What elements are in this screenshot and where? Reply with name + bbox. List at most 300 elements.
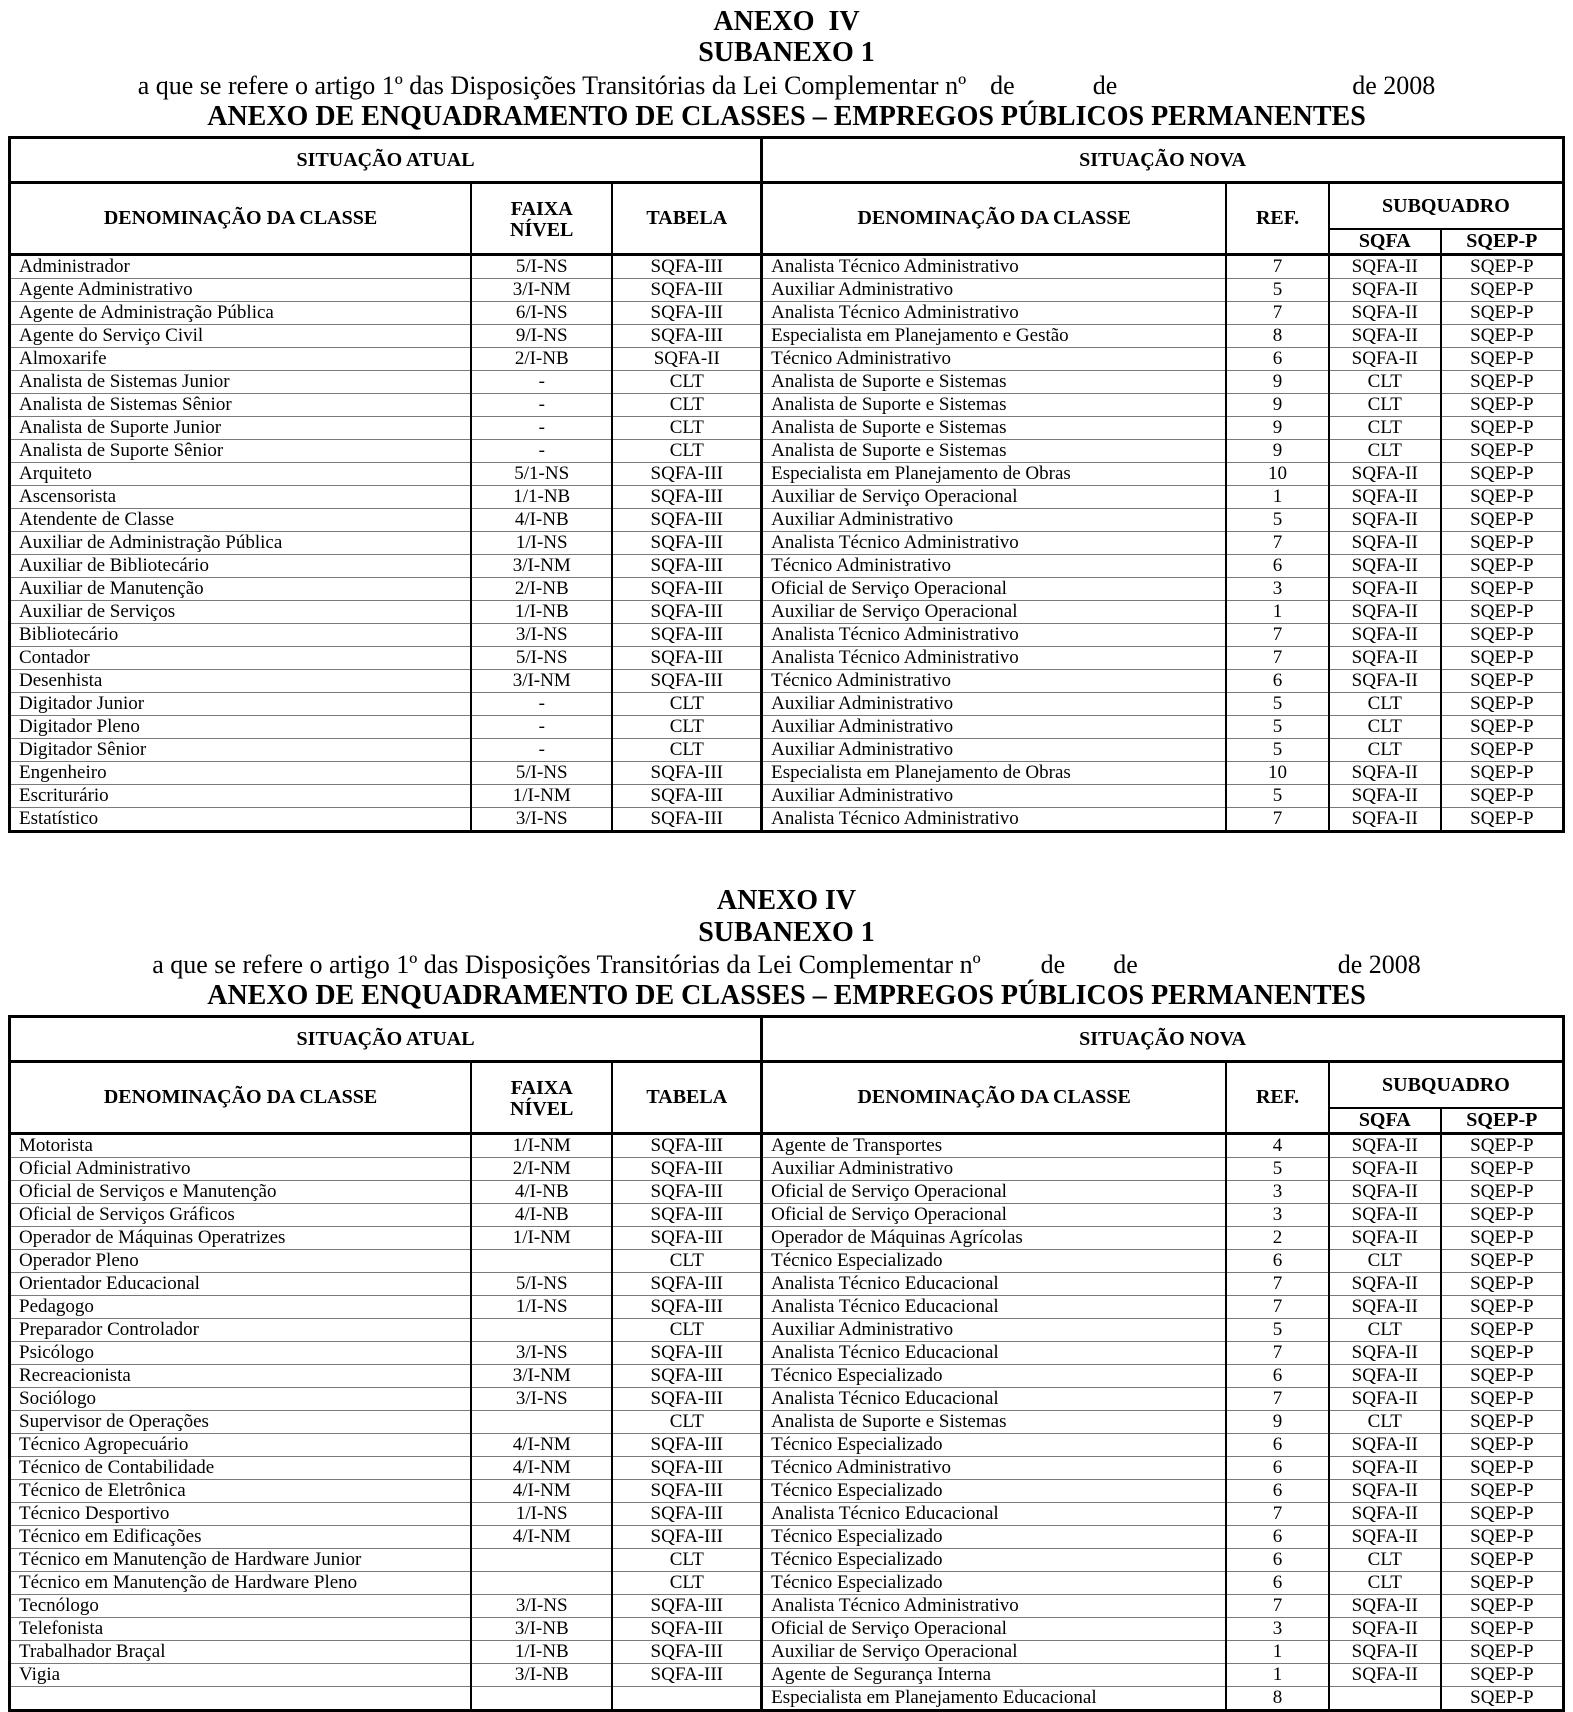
table-cell: Oficial de Serviço Operacional	[762, 1204, 1227, 1227]
table-cell: 5/I-NS	[471, 762, 612, 785]
table-cell	[471, 1572, 612, 1595]
table-cell: SQFA-II	[1329, 1641, 1441, 1664]
table-cell: SQFA-III	[612, 555, 761, 578]
table-cell: SQFA-III	[612, 1273, 761, 1296]
table-row	[10, 1204, 1564, 1227]
table-cell: Analista de Sistemas Sênior	[10, 394, 472, 417]
table-cell: SQFA-III	[612, 1158, 761, 1181]
table-cell: Analista Técnico Educacional	[762, 1342, 1227, 1365]
table-cell: Auxiliar Administrativo	[762, 509, 1227, 532]
table-cell: 1/I-NM	[471, 785, 612, 808]
table-cell: SQFA-II	[1329, 1480, 1441, 1503]
table-cell: 2/I-NB	[471, 348, 612, 371]
table-row	[10, 1480, 1564, 1503]
table-cell: 7	[1226, 1342, 1329, 1365]
table-cell	[612, 1687, 761, 1711]
table-cell: 1	[1226, 601, 1329, 624]
table-cell: SQFA-II	[1329, 647, 1441, 670]
anexo-title: ANEXO IV	[716, 885, 857, 917]
table-cell: CLT	[612, 1411, 761, 1434]
table-cell: SQFA-III	[612, 1296, 761, 1319]
table-row	[10, 1664, 1564, 1687]
table-cell: Vigia	[10, 1664, 472, 1687]
table-cell: 5	[1226, 1319, 1329, 1342]
table-cell: CLT	[612, 371, 761, 394]
table-cell: SQFA-II	[1329, 509, 1441, 532]
table-cell: CLT	[1329, 394, 1441, 417]
table-row	[10, 417, 1564, 440]
table-cell: Especialista em Planejamento de Obras	[762, 762, 1227, 785]
table-cell: SQEP-P	[1441, 601, 1564, 624]
table-cell: Técnico Administrativo	[762, 1457, 1227, 1480]
table-cell: SQFA-II	[1329, 1181, 1441, 1204]
table-row	[10, 1273, 1564, 1296]
table-row	[10, 279, 1564, 302]
table-cell: 1	[1226, 1641, 1329, 1664]
table-cell: Analista Técnico Administrativo	[762, 647, 1227, 670]
table-cell: 9	[1226, 440, 1329, 463]
table-cell: 1/I-NS	[471, 532, 612, 555]
table-cell: SQEP-P	[1441, 1273, 1564, 1296]
table-row	[10, 1342, 1564, 1365]
table-row	[10, 1181, 1564, 1204]
reference-line	[0, 950, 1573, 979]
reference-blank-de-1: de	[990, 70, 1015, 100]
table-cell: SQFA-II	[1329, 1273, 1441, 1296]
table-cell: 2/I-NB	[471, 578, 612, 601]
table-cell: SQFA-II	[1329, 1526, 1441, 1549]
table-cell: Técnico Especializado	[762, 1572, 1227, 1595]
table-cell: -	[471, 693, 612, 716]
table-cell: 8	[1226, 1687, 1329, 1711]
table-cell: SQFA-III	[612, 325, 761, 348]
table-row	[10, 1434, 1564, 1457]
table-cell: 4/I-NM	[471, 1434, 612, 1457]
table-row	[10, 348, 1564, 371]
table-cell: Analista de Suporte e Sistemas	[762, 1411, 1227, 1434]
table-cell: 6	[1226, 1457, 1329, 1480]
table-cell: Oficial de Serviços Gráficos	[10, 1204, 472, 1227]
table-cell: CLT	[1329, 1319, 1441, 1342]
table-cell: Oficial de Serviços e Manutenção	[10, 1181, 472, 1204]
table-cell: 3	[1226, 1181, 1329, 1204]
table-cell: SQEP-P	[1441, 509, 1564, 532]
table-row	[10, 1457, 1564, 1480]
table-cell: Contador	[10, 647, 472, 670]
table-cell: SQEP-P	[1441, 1365, 1564, 1388]
table-cell: SQFA-II	[1329, 1134, 1441, 1158]
table-cell: 4/I-NM	[471, 1526, 612, 1549]
table-cell	[471, 1687, 612, 1711]
table-cell: Estatístico	[10, 808, 472, 832]
table-cell: SQFA-II	[1329, 1595, 1441, 1618]
table-cell: SQFA-II	[1329, 1296, 1441, 1319]
table-row	[10, 486, 1564, 509]
subanexo-title: SUBANEXO 1	[698, 37, 875, 69]
table-cell: 4/I-NB	[471, 509, 612, 532]
table-cell: Oficial de Serviço Operacional	[762, 1618, 1227, 1641]
table-row	[10, 394, 1564, 417]
table-cell: 6	[1226, 1572, 1329, 1595]
table-cell: SQFA-II	[1329, 255, 1441, 279]
table-row	[10, 1641, 1564, 1664]
table-row	[10, 463, 1564, 486]
table-cell: 3/I-NM	[471, 555, 612, 578]
table-row	[10, 1503, 1564, 1526]
table-row	[10, 624, 1564, 647]
reference-blank-de-2008: de 2008	[1337, 949, 1421, 979]
table-row	[10, 808, 1564, 832]
table-cell: Especialista em Planejamento de Obras	[762, 463, 1227, 486]
table-row	[10, 1549, 1564, 1572]
table-cell: SQFA-II	[1329, 348, 1441, 371]
table-cell: 10	[1226, 463, 1329, 486]
table-cell: CLT	[1329, 1572, 1441, 1595]
table-cell: 1/I-NM	[471, 1134, 612, 1158]
table-cell: SQFA-II	[1329, 1503, 1441, 1526]
table-cell: SQFA-III	[612, 255, 761, 279]
table-cell: Recreacionista	[10, 1365, 472, 1388]
table-body	[10, 1134, 1564, 1711]
table-cell: SQEP-P	[1441, 1319, 1564, 1342]
group-header-situacao-nova: SITUAÇÃO NOVA	[762, 138, 1564, 183]
enquadramento-table-2	[8, 1015, 1565, 1712]
table-cell: CLT	[612, 417, 761, 440]
table-cell: SQEP-P	[1441, 255, 1564, 279]
table-cell: CLT	[612, 440, 761, 463]
table-cell: SQEP-P	[1441, 302, 1564, 325]
table-cell: CLT	[612, 394, 761, 417]
table-cell: CLT	[1329, 417, 1441, 440]
table-cell: SQEP-P	[1441, 716, 1564, 739]
table-cell: Analista Técnico Administrativo	[762, 532, 1227, 555]
table-cell: SQFA-II	[612, 348, 761, 371]
table-cell: Técnico Agropecuário	[10, 1434, 472, 1457]
table-cell: Auxiliar Administrativo	[762, 785, 1227, 808]
table-cell: SQEP-P	[1441, 371, 1564, 394]
table-cell: SQEP-P	[1441, 440, 1564, 463]
table-cell: -	[471, 739, 612, 762]
table-cell: Bibliotecário	[10, 624, 472, 647]
table-cell: SQEP-P	[1441, 1687, 1564, 1711]
faixa-line: FAIXA	[510, 1076, 573, 1099]
title-block	[0, 885, 1573, 1011]
table-cell: SQFA-II	[1329, 325, 1441, 348]
table-cell: Auxiliar Administrativo	[762, 1158, 1227, 1181]
table-cell: CLT	[1329, 716, 1441, 739]
table-cell: 5	[1226, 716, 1329, 739]
table-row	[10, 716, 1564, 739]
table-cell: SQFA-III	[612, 532, 761, 555]
table-cell: 6	[1226, 1526, 1329, 1549]
table-cell: Especialista em Planejamento e Gestão	[762, 325, 1227, 348]
col-header-sqfa: SQFA	[1329, 229, 1441, 255]
table-cell: Agente de Administração Pública	[10, 302, 472, 325]
table-cell: CLT	[1329, 693, 1441, 716]
table-cell: Engenheiro	[10, 762, 472, 785]
col-header-subquadro: SUBQUADRO	[1329, 1062, 1564, 1109]
table-cell: 9	[1226, 417, 1329, 440]
table-cell: Sociólogo	[10, 1388, 472, 1411]
table-cell: SQEP-P	[1441, 578, 1564, 601]
table-cell: SQEP-P	[1441, 1572, 1564, 1595]
table-cell: Técnico de Eletrônica	[10, 1480, 472, 1503]
table-cell: Técnico Desportivo	[10, 1503, 472, 1526]
table-cell: Técnico em Manutenção de Hardware Pleno	[10, 1572, 472, 1595]
table-cell: Técnico Especializado	[762, 1434, 1227, 1457]
reference-line-prefix: a que se refere o artigo 1º das Disposições Transitórias da Lei Complementar nº	[152, 949, 981, 979]
table-cell: Técnico Administrativo	[762, 348, 1227, 371]
table-cell: Técnico Administrativo	[762, 555, 1227, 578]
table-cell: SQEP-P	[1441, 486, 1564, 509]
table-row	[10, 532, 1564, 555]
table-header	[10, 138, 1564, 255]
table-cell: 5/I-NS	[471, 647, 612, 670]
table-cell: 7	[1226, 302, 1329, 325]
table-cell: CLT	[612, 1572, 761, 1595]
table-cell: SQEP-P	[1441, 693, 1564, 716]
table-cell: Auxiliar Administrativo	[762, 1319, 1227, 1342]
table-cell: SQFA-III	[612, 1434, 761, 1457]
table-cell: SQEP-P	[1441, 1158, 1564, 1181]
table-cell	[471, 1319, 612, 1342]
table-cell: 1/I-NB	[471, 1641, 612, 1664]
table-cell: SQEP-P	[1441, 739, 1564, 762]
table-cell: Oficial de Serviço Operacional	[762, 1181, 1227, 1204]
group-header-situacao-atual: SITUAÇÃO ATUAL	[10, 138, 762, 183]
table-cell: 7	[1226, 808, 1329, 832]
table-cell: Técnico Especializado	[762, 1250, 1227, 1273]
table-cell: 7	[1226, 647, 1329, 670]
table-cell: 6	[1226, 1250, 1329, 1273]
table-cell: SQFA-III	[612, 302, 761, 325]
table-cell: Analista de Suporte e Sistemas	[762, 417, 1227, 440]
table-row	[10, 647, 1564, 670]
col-header-faixa-nivel	[471, 1062, 612, 1134]
table-cell: 5	[1226, 509, 1329, 532]
table-cell: SQFA-III	[612, 670, 761, 693]
table-cell: SQEP-P	[1441, 762, 1564, 785]
table-cell: 9	[1226, 394, 1329, 417]
table-cell: SQFA-II	[1329, 1388, 1441, 1411]
table-cell: SQEP-P	[1441, 1503, 1564, 1526]
table-cell: SQFA-III	[612, 486, 761, 509]
table-cell: Orientador Educacional	[10, 1273, 472, 1296]
table-cell: Agente de Segurança Interna	[762, 1664, 1227, 1687]
table-cell: 1/I-NS	[471, 1296, 612, 1319]
table-cell: SQEP-P	[1441, 555, 1564, 578]
table-heading: ANEXO DE ENQUADRAMENTO DE CLASSES – EMPREGOS PÚBLICOS PERMANENTES	[207, 980, 1366, 1012]
table-cell: 3/I-NM	[471, 279, 612, 302]
table-cell: SQEP-P	[1441, 1250, 1564, 1273]
table-cell: SQFA-II	[1329, 532, 1441, 555]
table-row	[10, 1134, 1564, 1158]
table-cell: 4/I-NM	[471, 1457, 612, 1480]
table-cell: SQFA-II	[1329, 1618, 1441, 1641]
table-row	[10, 555, 1564, 578]
table-cell: SQEP-P	[1441, 1457, 1564, 1480]
table-cell: SQFA-III	[612, 1388, 761, 1411]
table-cell: SQFA-III	[612, 578, 761, 601]
table-cell: 7	[1226, 532, 1329, 555]
table-cell: 1/I-NM	[471, 1227, 612, 1250]
table-cell: Analista Técnico Educacional	[762, 1296, 1227, 1319]
table-cell: SQFA-II	[1329, 486, 1441, 509]
table-cell: -	[471, 440, 612, 463]
table-cell: Analista Técnico Educacional	[762, 1273, 1227, 1296]
table-cell: -	[471, 371, 612, 394]
table-cell: Almoxarife	[10, 348, 472, 371]
table-cell: 3/I-NS	[471, 1342, 612, 1365]
table-cell: SQEP-P	[1441, 348, 1564, 371]
table-cell: 2/I-NM	[471, 1158, 612, 1181]
table-cell: 7	[1226, 624, 1329, 647]
table-row	[10, 371, 1564, 394]
table-cell: SQFA-II	[1329, 463, 1441, 486]
col-header-faixa-nivel	[471, 183, 612, 255]
table-cell: SQEP-P	[1441, 1641, 1564, 1664]
table-cell: 3/I-NB	[471, 1618, 612, 1641]
table-cell: CLT	[612, 739, 761, 762]
table-row	[10, 325, 1564, 348]
table-cell: Auxiliar de Serviço Operacional	[762, 486, 1227, 509]
table-cell: SQFA-II	[1329, 555, 1441, 578]
table-cell: 5	[1226, 739, 1329, 762]
table-cell: 3/I-NM	[471, 670, 612, 693]
table-cell: Pedagogo	[10, 1296, 472, 1319]
table-cell: Analista de Suporte Junior	[10, 417, 472, 440]
group-header-situacao-nova: SITUAÇÃO NOVA	[762, 1017, 1564, 1062]
col-header-denominacao-nova: DENOMINAÇÃO DA CLASSE	[762, 1062, 1227, 1134]
table-cell: 1/I-NS	[471, 1503, 612, 1526]
table-cell: SQEP-P	[1441, 1664, 1564, 1687]
table-cell: -	[471, 417, 612, 440]
table-cell: SQFA-III	[612, 1595, 761, 1618]
table-row	[10, 1595, 1564, 1618]
table-cell: Analista Técnico Educacional	[762, 1503, 1227, 1526]
table-cell: Auxiliar de Manutenção	[10, 578, 472, 601]
table-row	[10, 255, 1564, 279]
table-cell: 1/I-NB	[471, 601, 612, 624]
table-cell: SQEP-P	[1441, 1296, 1564, 1319]
table-cell: SQEP-P	[1441, 1342, 1564, 1365]
table-cell: Técnico Administrativo	[762, 670, 1227, 693]
table-cell: SQEP-P	[1441, 417, 1564, 440]
table-row	[10, 785, 1564, 808]
table-cell: SQEP-P	[1441, 463, 1564, 486]
col-header-denominacao-nova: DENOMINAÇÃO DA CLASSE	[762, 183, 1227, 255]
table-cell: CLT	[1329, 440, 1441, 463]
table-cell: SQFA-II	[1329, 808, 1441, 832]
table-cell: SQFA-III	[612, 808, 761, 832]
nivel-line: NÍVEL	[510, 1097, 574, 1120]
table-cell: SQFA-II	[1329, 1227, 1441, 1250]
table-cell: 4/I-NB	[471, 1204, 612, 1227]
table-cell: 1/1-NB	[471, 486, 612, 509]
table-cell: SQEP-P	[1441, 1618, 1564, 1641]
table-row	[10, 1319, 1564, 1342]
table-cell: 9	[1226, 371, 1329, 394]
table-cell: -	[471, 394, 612, 417]
table-cell: Técnico em Edificações	[10, 1526, 472, 1549]
table-row	[10, 1572, 1564, 1595]
table-row	[10, 601, 1564, 624]
table-cell: Operador Pleno	[10, 1250, 472, 1273]
table-cell: CLT	[612, 716, 761, 739]
table-cell: 3	[1226, 578, 1329, 601]
table-cell: SQEP-P	[1441, 532, 1564, 555]
reference-blank-de-2: de	[1113, 949, 1138, 979]
table-cell: 7	[1226, 1595, 1329, 1618]
table-cell: Digitador Sênior	[10, 739, 472, 762]
table-cell: 3/I-NS	[471, 1595, 612, 1618]
col-header-ref: REF.	[1226, 1062, 1329, 1134]
table-cell: Psicólogo	[10, 1342, 472, 1365]
table-cell: Auxiliar Administrativo	[762, 693, 1227, 716]
nivel-line: NÍVEL	[510, 218, 574, 241]
table-cell: 4	[1226, 1134, 1329, 1158]
table-cell: Digitador Junior	[10, 693, 472, 716]
table-cell: SQFA-III	[612, 509, 761, 532]
table-cell: CLT	[612, 693, 761, 716]
table-cell: Agente de Transportes	[762, 1134, 1227, 1158]
reference-blank-de-1: de	[1040, 949, 1066, 979]
table-cell: SQEP-P	[1441, 1434, 1564, 1457]
table-cell: Analista Técnico Administrativo	[762, 624, 1227, 647]
table-row	[10, 1526, 1564, 1549]
table-cell: Analista de Suporte e Sistemas	[762, 371, 1227, 394]
title-block	[0, 6, 1573, 132]
table-cell: SQEP-P	[1441, 279, 1564, 302]
table-cell: Técnico em Manutenção de Hardware Junior	[10, 1549, 472, 1572]
table-cell: SQFA-II	[1329, 302, 1441, 325]
table-cell: 3/I-NS	[471, 1388, 612, 1411]
table-cell: Analista de Suporte e Sistemas	[762, 394, 1227, 417]
table-cell: Trabalhador Braçal	[10, 1641, 472, 1664]
table-cell: Técnico de Contabilidade	[10, 1457, 472, 1480]
table-cell: Preparador Controlador	[10, 1319, 472, 1342]
table-cell: SQEP-P	[1441, 394, 1564, 417]
table-cell: 5/I-NS	[471, 255, 612, 279]
table-cell: Analista Técnico Administrativo	[762, 1595, 1227, 1618]
table-cell: SQEP-P	[1441, 1411, 1564, 1434]
table-cell: Oficial de Serviço Operacional	[762, 578, 1227, 601]
table-cell: SQFA-II	[1329, 578, 1441, 601]
table-cell: CLT	[1329, 739, 1441, 762]
table-cell: SQFA-III	[612, 1526, 761, 1549]
table-cell: SQFA-II	[1329, 601, 1441, 624]
table-cell: 3	[1226, 1618, 1329, 1641]
table-cell: Analista de Suporte Sênior	[10, 440, 472, 463]
table-cell: SQEP-P	[1441, 808, 1564, 832]
table-cell: 3/I-NB	[471, 1664, 612, 1687]
table-cell: 5	[1226, 1158, 1329, 1181]
table-cell: Agente do Serviço Civil	[10, 325, 472, 348]
table-cell: 8	[1226, 325, 1329, 348]
table-cell: Escriturário	[10, 785, 472, 808]
table-cell: 9/I-NS	[471, 325, 612, 348]
group-header-situacao-atual: SITUAÇÃO ATUAL	[10, 1017, 762, 1062]
table-cell: SQFA-II	[1329, 1365, 1441, 1388]
table-cell: SQEP-P	[1441, 647, 1564, 670]
table-cell: Auxiliar de Serviços	[10, 601, 472, 624]
table-cell: 3/I-NS	[471, 624, 612, 647]
reference-line	[0, 71, 1573, 100]
table-cell	[471, 1250, 612, 1273]
table-cell: Auxiliar Administrativo	[762, 279, 1227, 302]
table-cell	[1329, 1687, 1441, 1711]
table-cell: SQEP-P	[1441, 1549, 1564, 1572]
